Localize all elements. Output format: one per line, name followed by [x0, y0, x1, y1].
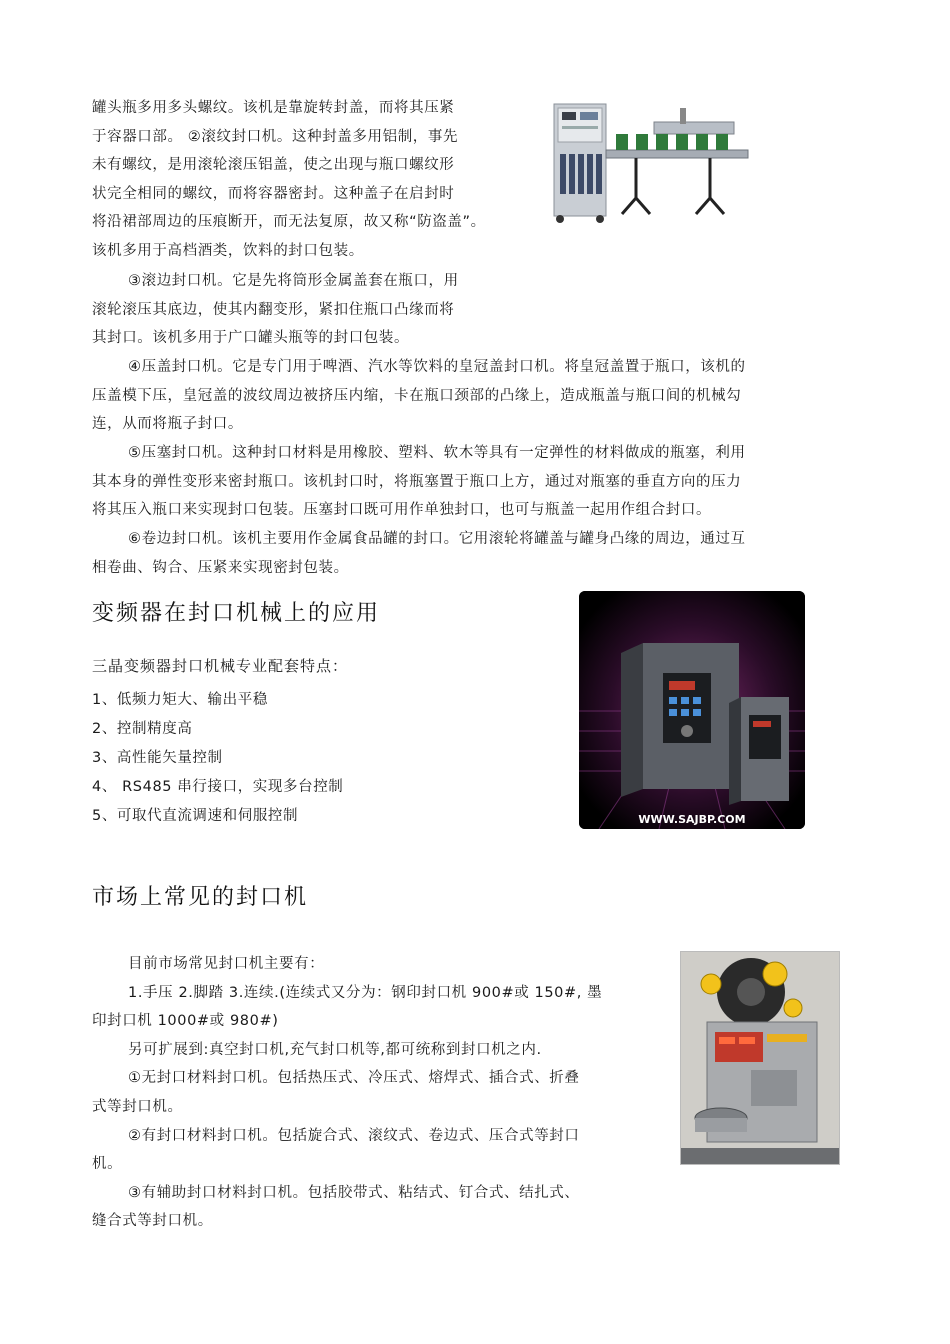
text-line: ④压盖封口机。它是专门用于啤酒、汽水等饮料的皇冠盖封口机。将皇冠盖置于瓶口，该机的 — [128, 359, 746, 375]
list-item: 4、 RS485 串行接口，实现多台控制 — [92, 779, 344, 795]
text-line: 未有螺纹，是用滚轮滚压铝盖，使之出现与瓶口螺纹形 — [92, 157, 455, 174]
paragraph-market-list — [92, 950, 672, 1236]
list-item: 2、控制精度高 — [92, 721, 193, 737]
inverter-product-image — [579, 591, 805, 829]
text-line: ⑤压塞封口机。这种封口材料是用橡胶、塑料、软木等具有一定弹性的材料做成的瓶塞，利用 — [128, 445, 746, 461]
text-line: 目前市场常见封口机主要有： — [128, 956, 325, 972]
text-line: 于容器口部。 ②滚纹封口机。这种封盖多用铝制，事先 — [92, 128, 459, 145]
text-line: 1.手压 2.脚踏 3.连续.(连续式又分为：钢印封口机 900#或 150#, 墨 — [128, 984, 603, 1001]
feature-list — [92, 686, 343, 831]
text-line: 压盖模下压，皇冠盖的波纹周边被挤压内缩，卡在瓶口颈部的凸缘上，造成瓶盖与瓶口间的机械勾 — [92, 387, 742, 404]
text-line: 印封口机 1000#或 980#) — [92, 1013, 279, 1030]
list-item: 3、高性能矢量控制 — [92, 750, 223, 766]
text-line: 连，从而将瓶子封口。 — [92, 416, 243, 433]
text-line: 缝合式等封口机。 — [92, 1213, 213, 1230]
text-line: 将其压入瓶口来实现封口包装。压塞封口既可用作单独封口，也可与瓶盖一起用作组合封口。 — [92, 502, 712, 519]
section-subtitle: 三晶变频器封口机械专业配套特点： — [92, 657, 349, 675]
text-line: ③有辅助封口材料封口机。包括胶带式、粘结式、钉合式、结扎式、 — [128, 1184, 580, 1201]
text-line: 式等封口机。 — [92, 1098, 183, 1115]
list-item: 5、可取代直流调速和伺服控制 — [92, 808, 299, 824]
text-line: 其封口。该机多用于广口罐头瓶等的封口包装。 — [92, 330, 410, 347]
paragraph-stopper — [92, 439, 862, 525]
text-line: 将沿裙部周边的压痕断开，而无法复原，故又称“防盗盖”。 — [92, 214, 486, 231]
paragraph-seaming — [92, 525, 862, 582]
sealing-machine-image — [550, 98, 750, 226]
text-line: 其本身的弹性变形来密封瓶口。该机封口时，将瓶塞置于瓶口上方，通过对瓶塞的垂直方向的压力 — [92, 473, 742, 490]
text-line: 滚轮滚压其底边，使其内翻变形，紧扣住瓶口凸缘而将 — [92, 301, 455, 318]
section-title-inverter: 变频器在封口机械上的应用 — [92, 601, 381, 626]
text-line: ①无封口材料封口机。包括热压式、冷压式、熔焊式、插合式、折叠 — [128, 1070, 580, 1087]
text-line: ②有封口材料封口机。包括旋合式、滚纹式、卷边式、压合式等封口 — [128, 1127, 580, 1144]
paragraph-screw-capping — [92, 94, 532, 266]
image-caption-url: WWW.SAJBP.COM — [638, 813, 746, 826]
text-line: 罐头瓶多用多头螺纹。该机是靠旋转封盖，而将其压紧 — [92, 100, 455, 116]
list-item: 1、低频力矩大、输出平稳 — [92, 692, 268, 708]
text-line: 机。 — [92, 1156, 123, 1173]
text-line: 另可扩展到:真空封口机,充气封口机等,都可统称到封口机之内. — [128, 1041, 542, 1058]
text-line: 该机多用于高档酒类，饮料的封口包装。 — [92, 242, 364, 259]
section-title-market: 市场上常见的封口机 — [92, 885, 309, 910]
text-line: 状完全相同的螺纹，而将容器密封。这种盖子在启封时 — [92, 185, 455, 202]
text-line: ③滚边封口机。它是先将筒形金属盖套在瓶口，用 — [128, 273, 459, 289]
paragraph-crown-cap — [92, 353, 862, 439]
paragraph-rolled-edge — [92, 267, 532, 353]
cup-sealer-image — [680, 951, 840, 1165]
text-line: ⑥卷边封口机。该机主要用作金属食品罐的封口。它用滚轮将罐盖与罐身凸缘的周边，通过互 — [128, 531, 746, 547]
text-line: 相卷曲、钩合、压紧来实现密封包装。 — [92, 559, 349, 576]
